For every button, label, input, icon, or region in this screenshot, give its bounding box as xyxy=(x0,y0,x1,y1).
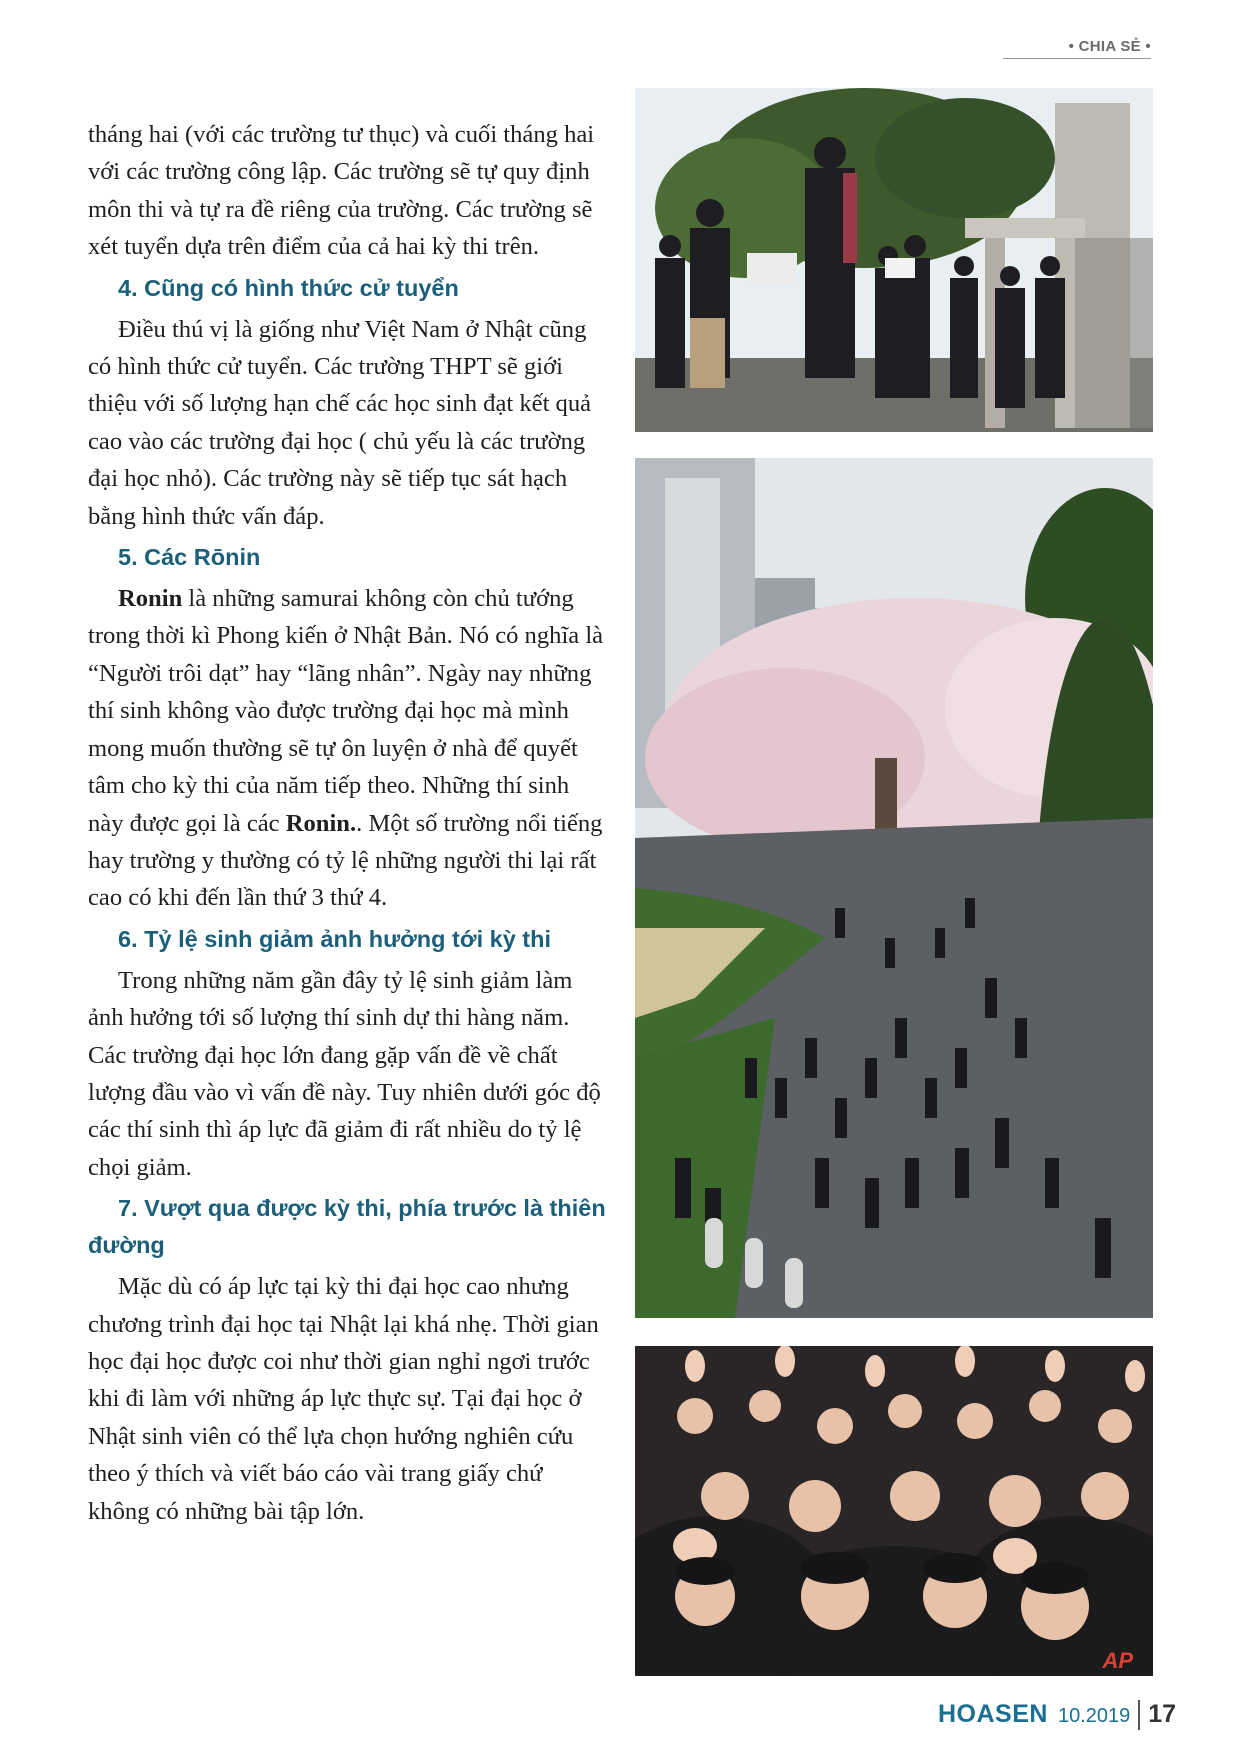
heading-section-6: 6. Tỷ lệ sinh giảm ảnh hưởng tới kỳ thi xyxy=(118,925,552,952)
article-body xyxy=(88,116,608,1534)
header-rule xyxy=(1003,58,1151,59)
paragraph-section-5-text-a: là những samurai không còn chủ tướng trong thời kì Phong kiến ở Nhật Bản. Nó có nghĩa là “Người trôi dạt” hay “lãng nhân”. Ngày nay những thí sinh không vào được trường đại học mà mình mong muốn thường sẽ tự ôn luyện ở nhà để quyết tâm cho kỳ thi của năm tiếp theo. Những thí sinh này được gọi là các xyxy=(88,585,604,837)
magazine-brand: HOASEN xyxy=(938,1700,1048,1728)
paragraph-section-5-text-b: . Một số trường nổi tiếng hay trường y thường có tỷ lệ những người thi lại rất cao có khi đến lần thứ 3 thứ 4. xyxy=(88,809,603,912)
paragraph-section-4: Điều thú vị là giống như Việt Nam ở Nhật cũng có hình thức cử tuyển. Các trường THPT sẽ giới thiệu với số lượng hạn chế các học sinh đạt kết quả cao vào các trường đại học ( chủ yếu là các trường đại học nhỏ). Các trường này sẽ tiếp tục sát hạch bằng hình thức vấn đáp. xyxy=(88,315,592,530)
heading-section-5: 5. Các Rōnin xyxy=(118,544,261,571)
paragraph-intro: tháng hai (với các trường tư thục) và cuối tháng hai với các trường công lập. Các trường sẽ tự quy định môn thi và tự ra đề riêng của trường. Các trường sẽ xét tuyển dựa trên điểm của cả hai kỳ thi trên. xyxy=(88,121,595,261)
ronin-bold-term: Ronin xyxy=(118,585,183,613)
heading-section-7: 7. Vượt qua được kỳ thi, phía trước là thiên đường xyxy=(88,1195,606,1259)
footer-divider xyxy=(1138,1700,1140,1730)
section-label: • CHIA SẺ • xyxy=(1068,38,1151,55)
heading-section-4: 4. Cũng có hình thức cử tuyển xyxy=(118,274,459,301)
photo-celebrating-students xyxy=(635,1346,1153,1676)
ap-stamp: AP xyxy=(1102,1648,1133,1673)
paragraph-section-7: Mặc dù có áp lực tại kỳ thi đại học cao nhưng chương trình đại học tại Nhật lại khá nhẹ. Thời gian học đại học được coi như thời gian nghỉ ngơi trước khi đi làm với những áp lực thực sự. Tại đại học ở Nhật sinh viên có thể lựa chọn hướng nghiên cứu theo ý thích và viết báo cáo vài trang giấy chứ không có những bài tập lớn. xyxy=(88,1273,599,1525)
page-number: 17 xyxy=(1148,1700,1177,1728)
photo-students-at-gate xyxy=(635,88,1153,432)
paragraph-section-6: Trong những năm gần đây tỷ lệ sinh giảm làm ảnh hưởng tới số lượng thí sinh dự thi hàng năm. Các trường đại học lớn đang gặp vấn đề về chất lượng đầu vào vì vấn đề này. Tuy nhiên dưới góc độ các thí sinh thì áp lực đã giảm đi rất nhiều do tỷ lệ chọi giảm. xyxy=(88,966,601,1181)
ronin-bold-term-2: Ronin. xyxy=(285,809,357,837)
page-footer xyxy=(938,1700,1176,1730)
issue-date: 10.2019 xyxy=(1057,1705,1131,1727)
paragraph-section-5 xyxy=(88,580,608,917)
photo-campus-cherry-blossoms xyxy=(635,458,1153,1318)
